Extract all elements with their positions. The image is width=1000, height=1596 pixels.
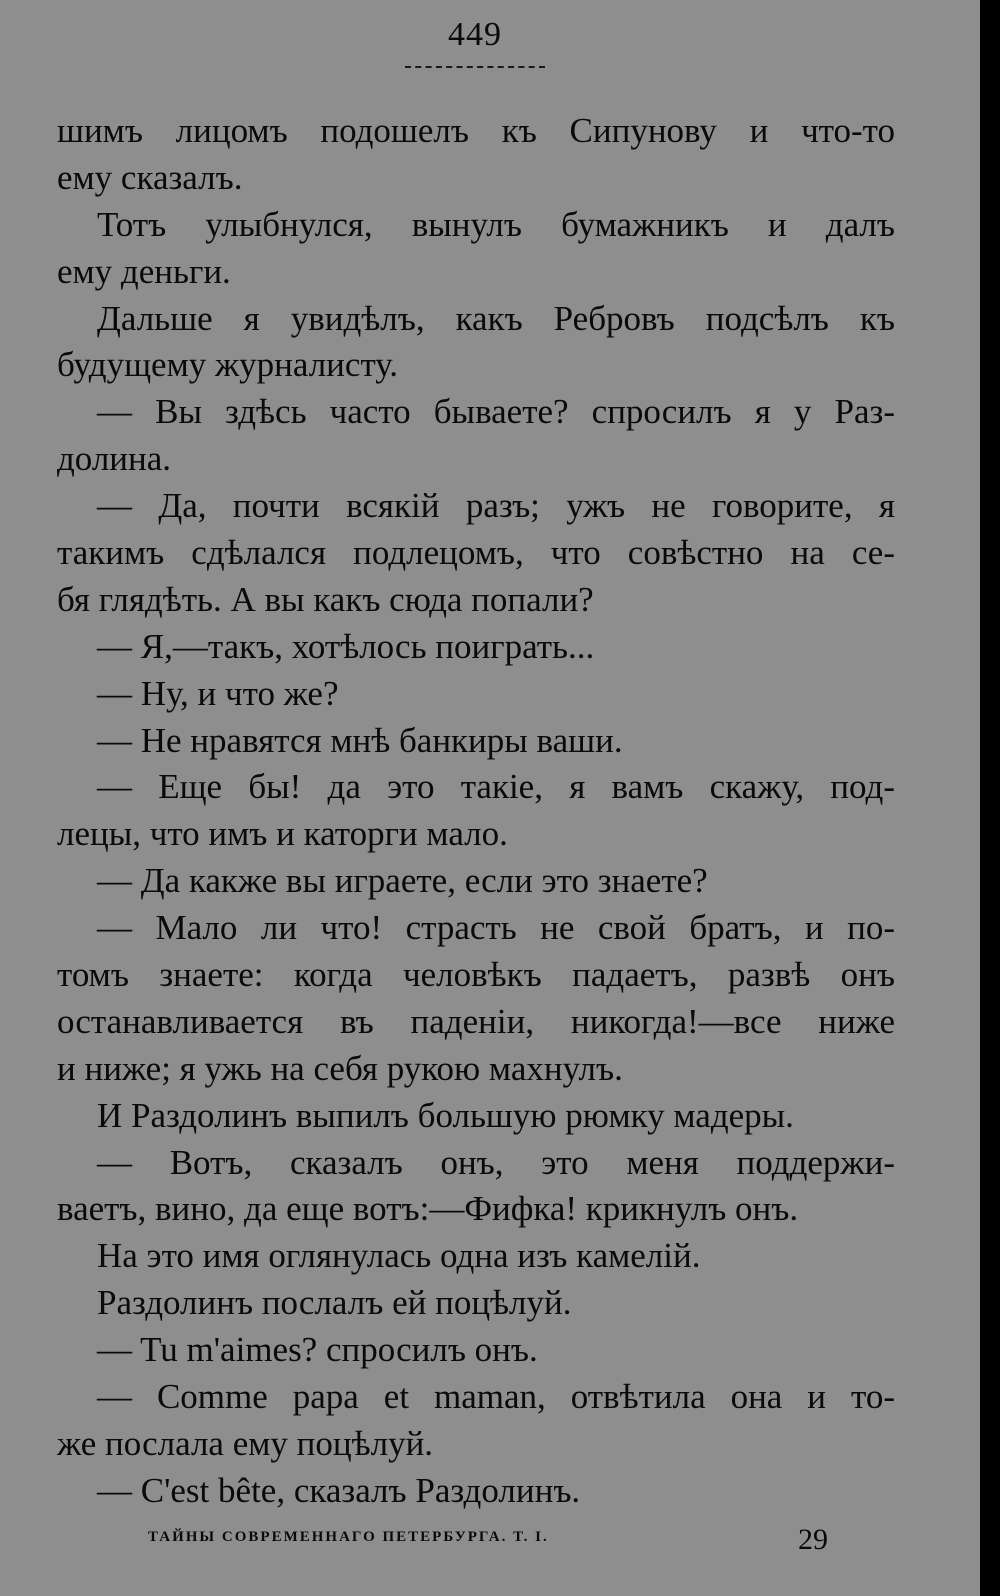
text-line: — Еще бы! да это такіе, я вамъ скажу, под- [97,767,895,807]
text-line: На это имя оглянулась одна изъ камелій. [97,1236,701,1276]
text-line: лецы, что имъ и каторги мало. [57,814,508,854]
footer-book-title: ТАЙНЫ СОВРЕМЕННАГО ПЕТЕРБУРГА. Т. I. [148,1529,549,1545]
text-line: будущему журналисту. [57,345,399,385]
text-line: останавливается въ паденіи, никогда!—все ниже [57,1001,895,1041]
text-line: И Раздолинъ выпилъ большую рюмку мадеры. [97,1095,794,1135]
page-number: 449 [448,16,502,53]
text-line: такимъ сдѣлался подлецомъ, что совѣстно на се- [57,533,895,573]
text-line: — Comme papa et maman, отвѣтила она и то- [97,1377,895,1417]
text-line: и ниже; я ужь на себя рукою махнулъ. [57,1048,623,1088]
text-line: ему деньги. [57,251,231,291]
text-line: шимъ лицомъ подошелъ къ Сипунову и что-то [57,111,895,150]
text-line: бя глядѣть. А вы какъ сюда попали? [57,579,594,619]
text-line: ваетъ, вино, да еще вотъ:—Фифка! крикнулъ онъ. [57,1189,799,1229]
text-line: — Ну, и что же? [97,673,339,713]
text-line: Раздолинъ послалъ ей поцѣлуй. [97,1283,572,1323]
text-line: — Не нравятся мнѣ банкиры ваши. [97,720,623,760]
text-line: Дальше я увидѣлъ, какъ Ребровъ подсѣлъ къ [97,298,895,338]
text-line: — C'est bête, сказалъ Раздолинъ. [97,1470,581,1510]
text-line: — Да, почти всякій разъ; ужъ не говорите, я [97,486,895,526]
page-footer [148,1523,828,1556]
signature-mark: 29 [798,1523,828,1556]
page-text [57,108,895,1515]
page-number-rule [405,66,545,68]
text-line: — Мало ли что! страсть не свой братъ, и по- [97,908,895,948]
text-line: — Да какже вы играете, если это знаете? [97,861,708,901]
text-line: томъ знаете: когда человѣкъ падаетъ, развѣ онъ [57,955,895,995]
text-line: ему сказалъ. [57,157,243,197]
text-line: — Tu m'aimes? спросилъ онъ. [97,1330,538,1370]
text-line: же послала ему поцѣлуй. [57,1423,434,1463]
text-line: Тотъ улыбнулся, вынулъ бумажникъ и далъ [97,204,895,244]
text-line: — Вотъ, сказалъ онъ, это меня поддержи- [97,1142,895,1182]
text-line: — Вы здѣсь часто бываете? спросилъ я у Раз- [97,392,895,432]
text-line: — Я,—такъ, хотѣлось поиграть... [97,626,595,666]
text-line: долина. [57,439,172,479]
